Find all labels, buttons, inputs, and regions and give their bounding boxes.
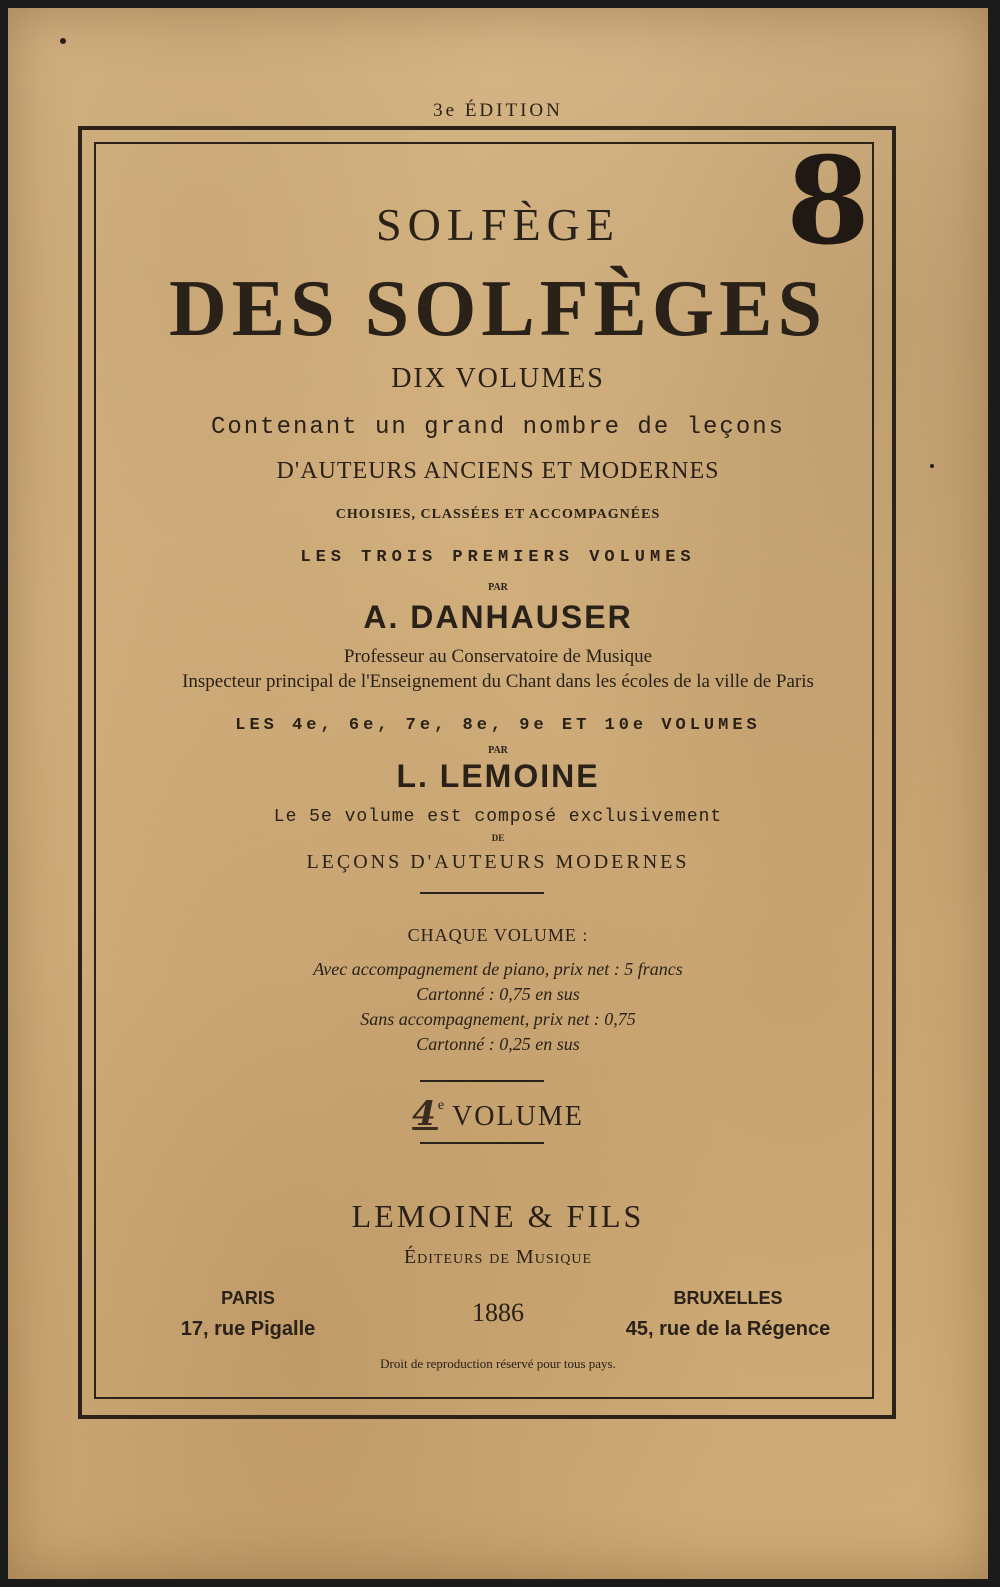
title-line-1: SOLFÈGE [376, 199, 620, 250]
price-line: Sans accompagnement, prix net : 0,75 [360, 1009, 636, 1029]
price-line: Cartonné : 0,25 en sus [416, 1034, 580, 1054]
author1-name: A. DANHAUSER [363, 599, 633, 635]
author2-lecons: LEÇONS D'AUTEURS MODERNES [306, 851, 690, 873]
author1-par: PAR [488, 582, 508, 593]
price-line: Avec accompagnement de piano, prix net : 5 francs [313, 959, 683, 979]
contents-line: Contenant un grand nombre de leçons [210, 414, 786, 441]
rights-notice: Droit de reproduction réservé pour tous pays. [380, 1356, 616, 1371]
volume-number: 4 [412, 1094, 438, 1134]
authors-line: D'AUTEURS ANCIENS ET MODERNES [276, 458, 720, 484]
pricing-heading: CHAQUE VOLUME : [407, 925, 589, 945]
divider-rule [420, 1080, 544, 1082]
ink-speck [60, 38, 66, 44]
author2-par: PAR [488, 745, 508, 756]
city-right: BRUXELLES [673, 1288, 783, 1308]
volume-suffix: e [437, 1098, 447, 1113]
author1-intro: LES TROIS PREMIERS VOLUMES [300, 548, 696, 567]
volume-stamp-number: 8 [786, 131, 870, 272]
volumes-count: DIX VOLUMES [391, 363, 605, 394]
title-line-2: DES SOLFÈGES [168, 265, 827, 353]
divider-rule [420, 1142, 544, 1144]
volume-word: VOLUME [452, 1101, 584, 1132]
author2-intro: LES 4e, 6e, 7e, 8e, 9e ET 10e VOLUMES [235, 716, 761, 735]
address-left: 17, rue Pigalle [180, 1318, 316, 1340]
edition-label: 3e ÉDITION [433, 100, 563, 121]
author1-role-1: Professeur au Conservatoire de Musique [343, 646, 653, 667]
price-line: Cartonné : 0,75 en sus [416, 984, 580, 1004]
author2-name: L. LEMOINE [396, 758, 600, 794]
publication-year: 1886 [472, 1298, 524, 1327]
city-left: PARIS [221, 1288, 275, 1308]
divider-rule [420, 892, 544, 894]
author1-role-2: Inspecteur principal de l'Enseignement du Chant dans les écoles de la ville de Paris [182, 671, 814, 692]
selection-line: CHOISIES, CLASSÉES ET ACCOMPAGNÉES [335, 507, 661, 522]
title-page [8, 8, 988, 1579]
publisher-subtitle: Éditeurs de Musique [403, 1246, 593, 1268]
author2-de: DE [491, 833, 505, 843]
publisher-name: LEMOINE & FILS [351, 1198, 645, 1234]
volume-label [8, 1094, 988, 1134]
address-right: 45, rue de la Régence [625, 1318, 831, 1340]
author2-note: Le 5e volume est composé exclusivement [273, 807, 723, 827]
